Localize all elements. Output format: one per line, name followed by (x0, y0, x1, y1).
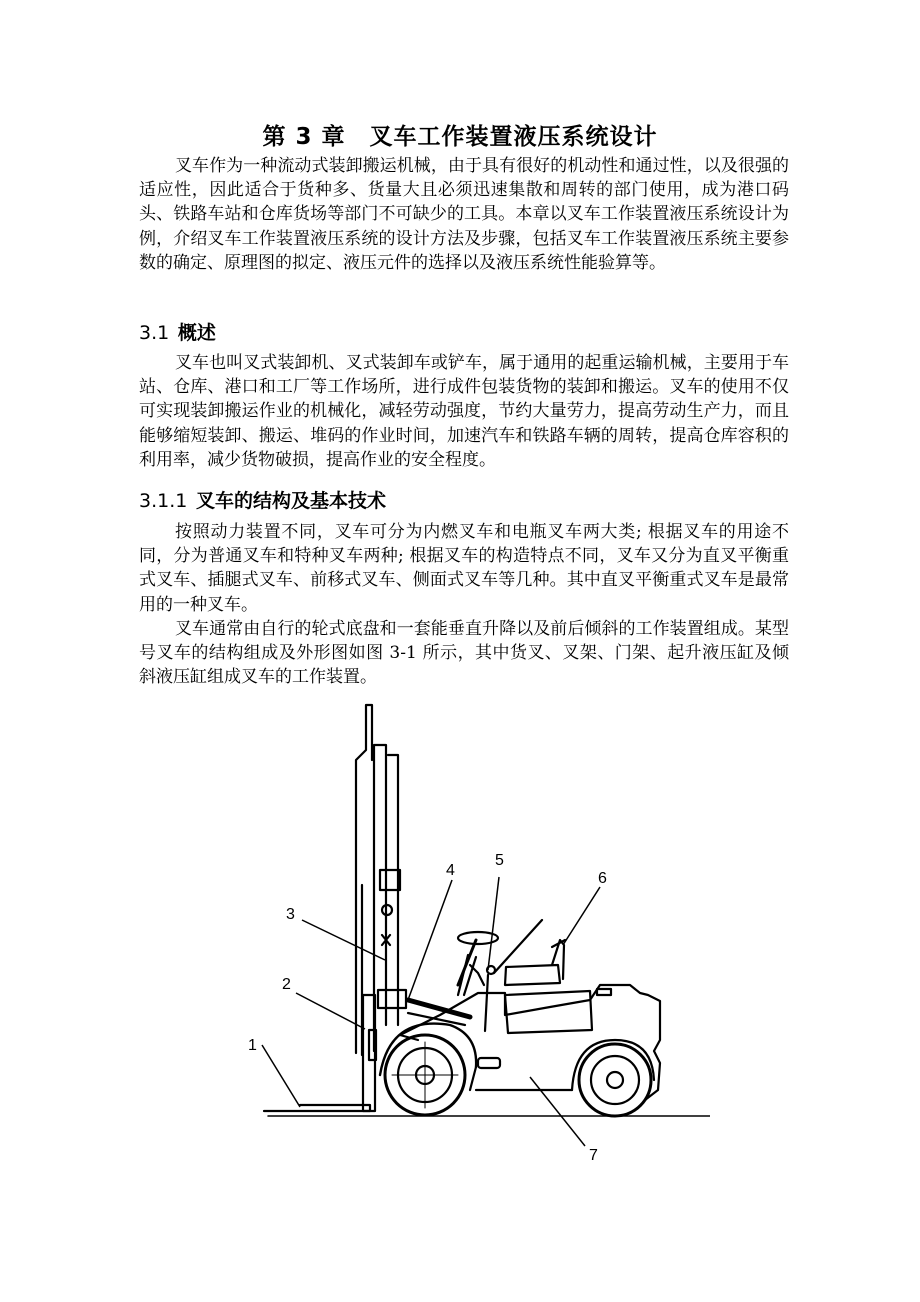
section-number: 3.1 (139, 322, 170, 344)
callout-line-4 (408, 880, 452, 1000)
callout-line-2 (296, 993, 365, 1029)
structure-paragraph-2: 叉车通常由自行的轮式底盘和一套能垂直升降以及前后倾斜的工作装置组成。某型号叉车的结构组成及外形图如图 3-1 所示，其中货叉、叉架、门架、起升液压缸及倾斜液压缸组成叉车的工作装置。 (139, 619, 789, 688)
rear-wheel (579, 1044, 651, 1116)
callout-line-6 (563, 887, 600, 945)
callout-line-1 (262, 1045, 300, 1107)
section-number: 3.1.1 (139, 490, 188, 512)
section-title: 概述 (177, 322, 216, 344)
section-heading-3-1 (139, 318, 216, 345)
callout-line-7 (530, 1077, 585, 1146)
fork (264, 1105, 370, 1111)
section-title: 叉车的结构及基本技术 (195, 490, 386, 512)
callout-label-4: 4 (446, 862, 455, 879)
seat (505, 965, 560, 985)
callout-line-5 (488, 877, 499, 970)
truck-body (400, 985, 660, 1100)
callout-line-3 (302, 920, 385, 960)
section-heading-3-1-1 (139, 486, 386, 513)
callout-label-6: 6 (598, 870, 607, 887)
chapter-title: 第 3 章 叉车工作装置液压系统设计 (262, 124, 658, 150)
intro-paragraph: 叉车作为一种流动式装卸搬运机械，由于具有很好的机动性和通过性，以及很强的适应性，因此适合于货种多、货量大且必须迅速集散和周转的部门使用，成为港口码头、铁路车站和仓库货场等部门不可缺少的工具。本章以叉车工作装置液压系统设计为例，介绍叉车工作装置液压系统的设计方法及步骤，包括叉车工作装置液压系统主要参数的确定、原理图的拟定、液压元件的选择以及液压系统性能验算等。 (139, 156, 789, 273)
callout-label-7: 7 (589, 1147, 598, 1164)
callout-label-2: 2 (282, 976, 291, 993)
callout-label-5: 5 (495, 852, 504, 869)
structure-paragraph-1: 按照动力装置不同，叉车可分为内燃叉车和电瓶叉车两大类; 根据叉车的用途不同，分为普通叉车和特种叉车两种; 根据叉车的构造特点不同，叉车又分为直叉平衡重式叉车、插腿式叉车、前移式叉车、侧面式叉车等几种。其中直叉平衡重式叉车是最常用的一种叉车。 (139, 522, 789, 615)
overview-paragraph: 叉车也叫叉式装卸机、叉式装卸车或铲车，属于通用的起重运输机械，主要用于车站、仓库、港口和工厂等工作场所，进行成件包装货物的装卸和搬运。叉车的使用不仅可实现装卸搬运作业的机械化，减轻劳动强度，节约大量劳力，提高劳动生产力，而且能够缩短装卸、搬运、堆码的作业时间，加速汽车和铁路车辆的周转，提高仓库容积的利用率，减少货物破损，提高作业的安全程度。 (139, 353, 789, 470)
callout-label-3: 3 (286, 906, 295, 923)
callout-label-1: 1 (248, 1037, 257, 1054)
forklift-diagram (240, 695, 710, 1165)
